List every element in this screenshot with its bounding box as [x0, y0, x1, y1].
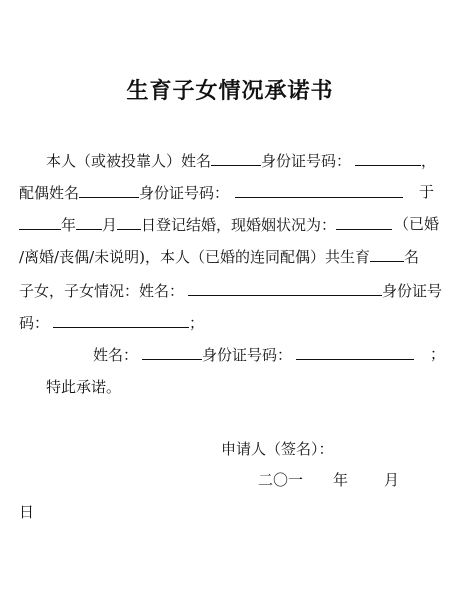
applicant-name-label: 本人（或被投靠人）姓名 [46, 152, 212, 170]
spouse-name-label: 配偶姓名 [19, 184, 80, 202]
applicant-id-label: 身份证号码： [261, 152, 352, 170]
date-line [258, 471, 399, 489]
child-name-blank[interactable] [188, 281, 382, 296]
date-year-label: 年 [333, 471, 349, 489]
applicant-signature-label: 申请人（签名）： [221, 440, 334, 458]
semicolon-mark-2: ； [430, 345, 446, 363]
spouse-id-blank[interactable] [235, 183, 403, 198]
spouse-id-label: 身份证号码： [139, 184, 230, 202]
second-child-name-label: 姓名： [93, 346, 139, 364]
paragraph-line-4 [19, 247, 419, 266]
paragraph-line-3 [19, 215, 392, 234]
child-id-blank[interactable] [53, 313, 189, 328]
applicant-id-blank[interactable] [355, 151, 421, 166]
month-label: 月 [102, 216, 118, 234]
date-day-label: 日 [19, 503, 35, 521]
paragraph-line-2 [19, 183, 403, 202]
second-child-id-label: 身份证号码： [202, 346, 293, 364]
children-info-label: 子女，子女情况：姓名： [19, 282, 185, 300]
ming-label: 名 [404, 248, 420, 266]
year-label: 年 [61, 216, 77, 234]
date-year-prefix: 二〇一 [258, 471, 304, 489]
status-options-rest: /离婚/丧偶/未说明)，本人（已婚的连同配偶）共生育 [19, 248, 371, 266]
marriage-day-blank[interactable] [117, 215, 141, 230]
paragraph-line-1 [46, 151, 436, 170]
children-count-blank[interactable] [370, 247, 404, 262]
yu-char: 于 [419, 183, 435, 201]
closing-statement: 特此承诺。 [46, 378, 122, 396]
paragraph-line-6 [19, 313, 204, 332]
marriage-status-blank[interactable] [336, 215, 392, 230]
second-child-name-blank[interactable] [142, 345, 202, 360]
paragraph-line-7 [93, 345, 414, 364]
spouse-name-blank[interactable] [79, 183, 139, 198]
marriage-status-label: 日登记结婚，现婚姻状况为： [141, 216, 337, 234]
document-title: 生育子女情况承诺书 [126, 79, 334, 104]
date-month-label: 月 [384, 471, 400, 489]
status-options-start: （已婚 [394, 215, 440, 233]
semicolon-mark: ； [189, 314, 205, 332]
child-id-label-end: 码： [19, 314, 50, 332]
second-child-id-blank[interactable] [296, 345, 414, 360]
child-id-label: 身份证号 [382, 282, 443, 300]
marriage-month-blank[interactable] [76, 215, 102, 230]
paragraph-line-5 [19, 281, 442, 300]
marriage-year-blank[interactable] [19, 215, 61, 230]
comma-mark: ， [421, 152, 437, 170]
applicant-name-blank[interactable] [211, 151, 261, 166]
